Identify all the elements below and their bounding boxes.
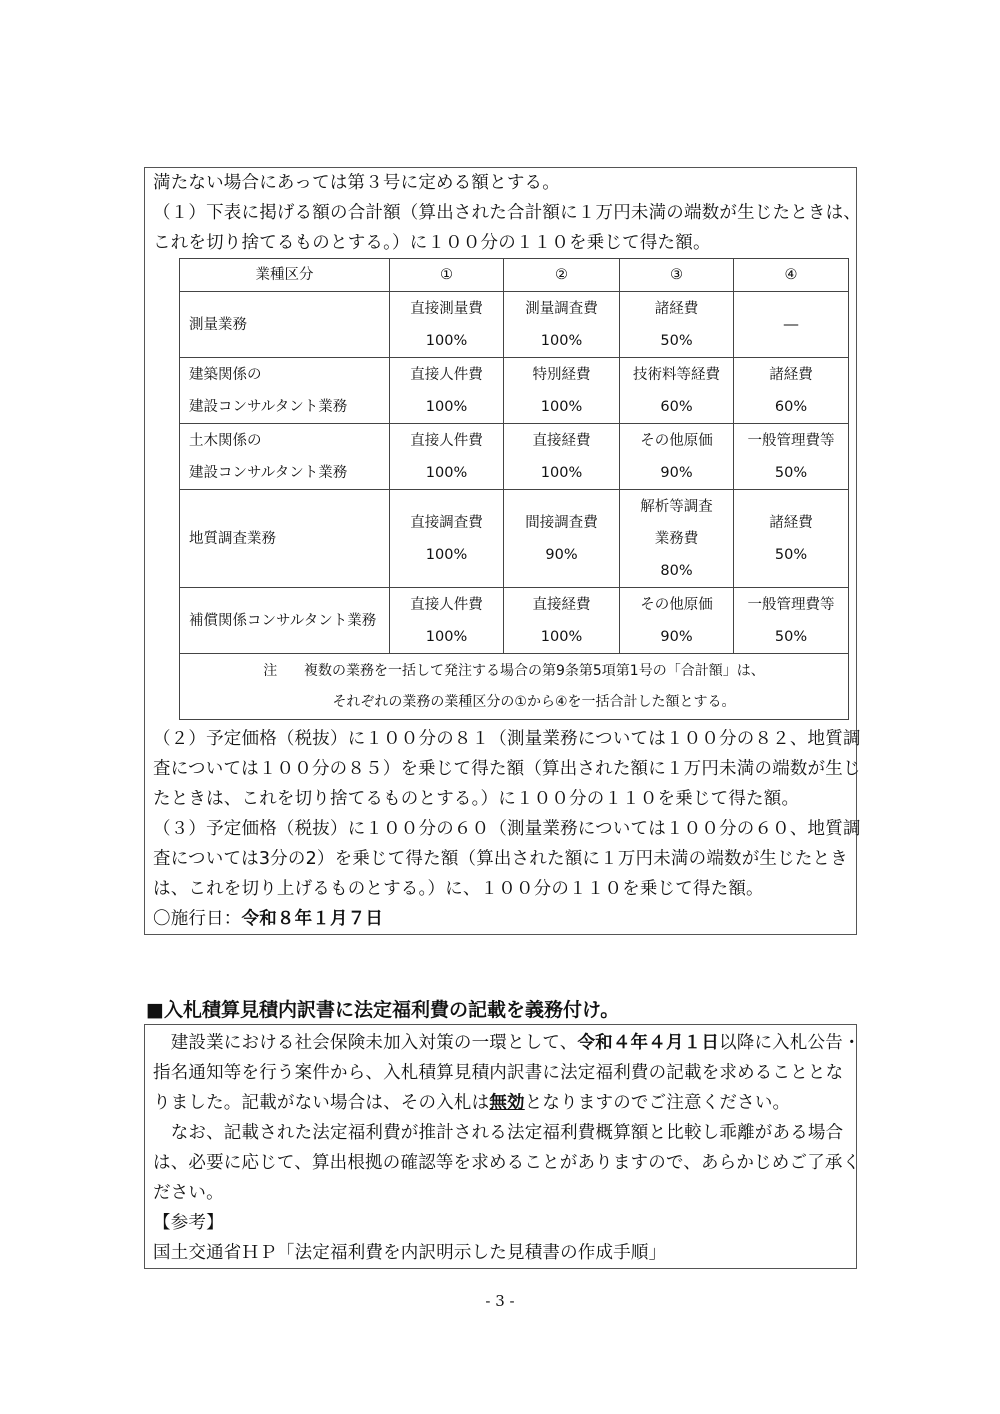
item-1-line: （１）下表に掲げる額の合計額（算出された合計額に１万円未満の端数が生じたときは、 [153, 203, 861, 223]
table-note [180, 654, 849, 720]
rate-cell: 一般管理費等 50% [734, 424, 849, 490]
rate-cell: 諸経費 50% [620, 292, 734, 358]
header-cell: ① [390, 259, 504, 292]
table-row [180, 490, 849, 588]
rate-cell: 特別経費 100% [504, 358, 620, 424]
item-2-line: （２）予定価格（税抜）に１００分の８１（測量業務については１００分の８２、地質調 [153, 729, 861, 749]
header-cell: ③ [620, 259, 734, 292]
notice-line: ださい。 [153, 1183, 224, 1203]
rate-cell: 測量調査費 100% [504, 292, 620, 358]
rate-cell: 一般管理費等 50% [734, 588, 849, 654]
notice-line: 指名通知等を行う案件から、入札積算見積内訳書に法定福利費の記載を求めることとな [153, 1063, 844, 1083]
effective-date-line [153, 907, 383, 931]
rate-cell: 解析等調査 業務費 80% [620, 490, 734, 588]
notice-line: なお、記載された法定福利費が推計される法定福利費概算額と比較し乖離がある場合 [153, 1123, 844, 1143]
note-text: 複数の業務を一括して発注する場合の第9条第5項第1号の「合計額」は、 [303, 662, 765, 679]
rate-cell: 直接人件費 100% [390, 358, 504, 424]
rate-cell: 直接測量費 100% [390, 292, 504, 358]
rate-cell: 直接人件費 100% [390, 588, 504, 654]
text-line: 満たない場合にあっては第３号に定める額とする。 [153, 173, 560, 193]
category-cell: 建築関係の 建設コンサルタント業務 [180, 358, 390, 424]
header-cell: ② [504, 259, 620, 292]
category-cell: 地質調査業務 [180, 490, 390, 588]
rate-cell: その他原価 90% [620, 424, 734, 490]
category-cell: 土木関係の 建設コンサルタント業務 [180, 424, 390, 490]
date-emphasis: 令和４年４月１日 [577, 1033, 720, 1053]
table-row [180, 292, 849, 358]
reference-link[interactable]: 国土交通省ＨＰ「法定福利費を内訳明示した見積書の作成手順」 [153, 1243, 667, 1263]
page-number: - 3 - [485, 1292, 515, 1310]
table-header-row [180, 259, 849, 292]
rate-cell: 諸経費 60% [734, 358, 849, 424]
table-row [180, 358, 849, 424]
reference-label: 【参考】 [153, 1213, 224, 1233]
table-row [180, 588, 849, 654]
category-cell: 補償関係コンサルタント業務 [180, 588, 390, 654]
notice-line: 建設業における社会保険未加入対策の一環として、令和４年４月１日以降に入札公告・ [153, 1033, 861, 1053]
rate-cell: 直接人件費 100% [390, 424, 504, 490]
rate-cell: 直接経費 100% [504, 424, 620, 490]
item-1-line: これを切り捨てるものとする。）に１００分の１１０を乗じて得た額。 [153, 233, 711, 253]
notice-line: りました。記載がない場合は、その入札は無効となりますのでご注意ください。 [153, 1093, 791, 1113]
note-label: 注 [263, 662, 278, 679]
section-heading: ■入札積算見積内訳書に法定福利費の記載を義務付け。 [146, 999, 620, 1021]
item-3-line: （３）予定価格（税抜）に１００分の６０（測量業務については１００分の６０、地質調 [153, 819, 861, 839]
item-3-line: 査については3分の2）を乗じて得た額（算出された額に１万円未満の端数が生じたとき [153, 849, 848, 869]
table-row [180, 424, 849, 490]
rate-cell: 直接経費 100% [504, 588, 620, 654]
rate-cell: 諸経費 50% [734, 490, 849, 588]
effective-date-label: 〇施行日： [153, 909, 242, 929]
header-cell: ④ [734, 259, 849, 292]
expense-rate-table [179, 258, 849, 720]
rate-cell: 直接調査費 100% [390, 490, 504, 588]
category-cell: 測量業務 [180, 292, 390, 358]
item-2-line: たときは、これを切り捨てるものとする。）に１００分の１１０を乗じて得た額。 [153, 789, 800, 809]
rate-cell: その他原価 90% [620, 588, 734, 654]
item-2-line: 査については１００分の８５）を乗じて得た額（算出された額に１万円未満の端数が生じ [153, 759, 861, 779]
table-note-row [180, 654, 849, 720]
rate-cell: 技術料等経費 60% [620, 358, 734, 424]
rate-cell: 間接調査費 90% [504, 490, 620, 588]
item-3-line: は、これを切り上げるものとする。）に、１００分の１１０を乗じて得た額。 [153, 879, 764, 899]
notice-line: は、必要に応じて、算出根拠の確認等を求めることがありますので、あらかじめご了承く [153, 1153, 861, 1173]
header-cell: 業種区分 [180, 259, 390, 292]
note-text: それぞれの業務の業種区分の①から④を一括合計した額とする。 [332, 693, 736, 710]
effective-date: 令和８年１月７日 [241, 909, 384, 929]
rate-cell: ― [734, 292, 849, 358]
invalid-emphasis: 無効 [489, 1093, 525, 1113]
